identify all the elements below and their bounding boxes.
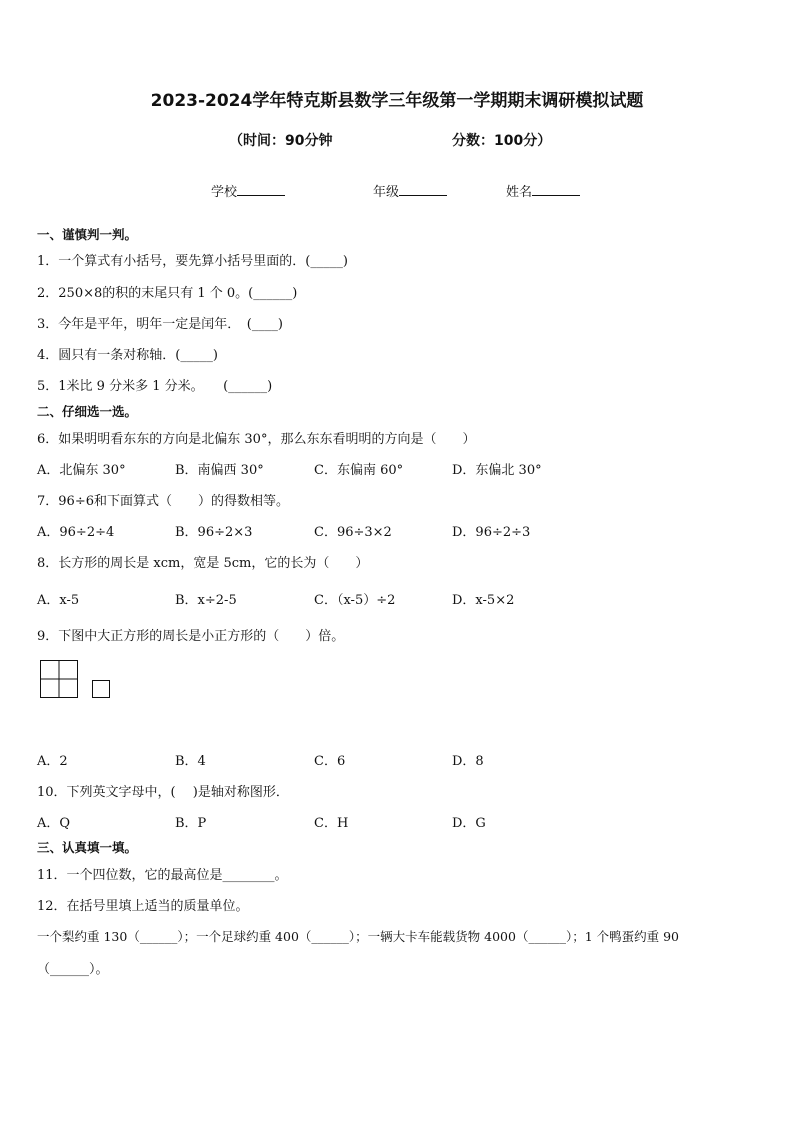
name-blank[interactable] <box>532 183 580 196</box>
question-5: 5．1米比 9 分米多 1 分米。 (______) <box>37 379 273 394</box>
question-12: 12．在括号里填上适当的质量单位。 <box>37 899 249 914</box>
q7-option-c[interactable]: C．96÷3×2 <box>314 525 392 540</box>
q9-option-c[interactable]: C．6 <box>314 754 346 769</box>
q10-option-d[interactable]: D．G <box>452 816 486 831</box>
question-6: 6．如果明明看东东的方向是北偏东 30°，那么东东看明明的方向是（ ） <box>37 432 476 447</box>
q9-option-a[interactable]: A．2 <box>37 754 68 769</box>
question-12-line-2: （______）。 <box>37 962 109 977</box>
grade-blank[interactable] <box>399 183 447 196</box>
q10-option-b[interactable]: B．P <box>175 816 207 831</box>
section-heading-2: 二、仔细选一选。 <box>37 404 138 419</box>
school-field[interactable] <box>211 181 285 200</box>
grade-label: 年级 <box>373 185 400 200</box>
question-11: 11．一个四位数，它的最高位是________。 <box>37 868 288 883</box>
q8-option-b[interactable]: B．x÷2-5 <box>175 593 237 608</box>
q6-option-a[interactable]: A．北偏东 30° <box>37 463 126 478</box>
school-blank[interactable] <box>237 183 285 196</box>
question-10: 10．下列英文字母中，( )是轴对称图形． <box>37 785 289 800</box>
question-7: 7．96÷6和下面算式（ ）的得数相等。 <box>37 494 289 509</box>
question-8: 8．长方形的周长是 xcm，宽是 5cm，它的长为（ ） <box>37 556 369 571</box>
question-1: 1．一个算式有小括号，要先算小括号里面的．(_____) <box>37 254 348 269</box>
school-label: 学校 <box>211 185 238 200</box>
q7-option-b[interactable]: B．96÷2×3 <box>175 525 253 540</box>
q10-option-a[interactable]: A．Q <box>37 816 71 831</box>
q7-option-d[interactable]: D．96÷2÷3 <box>452 525 531 540</box>
page-title: 2023-2024学年特克斯县数学三年级第一学期期末调研模拟试题 <box>150 91 644 111</box>
exam-score: 分数：100分） <box>452 133 552 149</box>
q8-option-c[interactable]: C．（x-5）÷2 <box>314 593 396 608</box>
question-4: 4．圆只有一条对称轴．(_____) <box>37 348 218 363</box>
q6-option-d[interactable]: D．东偏北 30° <box>452 463 542 478</box>
question-3: 3．今年是平年，明年一定是闰年． (____) <box>37 317 283 332</box>
exam-time: （时间：90分钟 <box>229 133 333 149</box>
q6-option-b[interactable]: B．南偏西 30° <box>175 463 264 478</box>
name-field[interactable] <box>506 181 580 200</box>
q7-option-a[interactable]: A．96÷2÷4 <box>37 525 115 540</box>
section-heading-1: 一、谨慎判一判。 <box>37 227 138 242</box>
q10-option-c[interactable]: C．H <box>314 816 349 831</box>
q9-option-d[interactable]: D．8 <box>452 754 484 769</box>
q8-option-a[interactable]: A．x-5 <box>37 593 80 608</box>
small-square <box>93 681 110 698</box>
question-2: 2．250×8的积的末尾只有 1 个 0。(______) <box>37 286 298 301</box>
name-label: 姓名 <box>506 185 533 200</box>
q9-option-b[interactable]: B．4 <box>175 754 206 769</box>
question-12-line-1: 一个梨约重 130（______）；一个足球约重 400（______）；一辆大卡车能载货物 4000（______）；1 个鸭蛋约重 90 <box>37 929 680 944</box>
question-9: 9．下图中大正方形的周长是小正方形的（ ）倍。 <box>37 629 345 644</box>
q6-option-c[interactable]: C．东偏南 60° <box>314 463 404 478</box>
grade-field[interactable] <box>373 181 447 200</box>
squares-figure <box>40 660 120 702</box>
q8-option-d[interactable]: D．x-5×2 <box>452 593 515 608</box>
section-heading-3: 三、认真填一填。 <box>37 840 138 855</box>
